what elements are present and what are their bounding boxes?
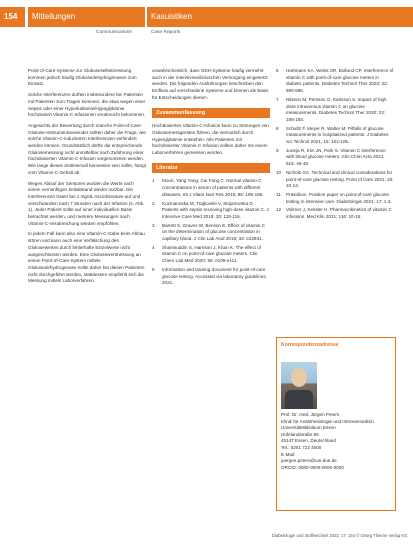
subsection-subtitle: Case Reports	[151, 30, 181, 35]
literature-heading: Literatur	[152, 163, 270, 174]
page-number: 154	[0, 7, 25, 27]
contact-info	[281, 412, 393, 471]
contact-line: ORCID: 0000-0000-0000-0000	[281, 464, 344, 470]
contact-line: 45147 Essen, Deutschland	[281, 438, 336, 444]
reference-item: 6 Hartmann KA, Weiss SR, Bolland CP. Interference of vitamin C with point-of-care glucose meters in diabetic patients. Diabetes Technol Ther 2020; 22: 590-595.	[276, 68, 394, 94]
author-photo-head	[291, 368, 307, 387]
summary-text: Hochdosiertes Vitamin-C-Infusion kann zu Störungen von Glukosemessgeräten führen, die vermutlich durch Hyperglykämie entstehen. Alle Patienten mit hochdosierter Vitamin-C-Infusion sollten daher mit einem Laborverfahren gemessen werden.	[152, 123, 269, 156]
correspondence-title: Korrespondenzadresse	[281, 342, 339, 348]
correspondence-box	[276, 337, 396, 511]
paragraph: Solche Interferenzen durften insbesondere bei Patienten mit Patienten zum Tragen kommen, die etwa wegen einer Sepsis oder einer Hyperkaliämie/Hypoglykämie hochdosiert Vitamin-C-Infusionen verabreicht bekommen.	[28, 92, 146, 118]
author-photo	[281, 362, 317, 409]
section-subtitle: Communications	[96, 30, 132, 35]
paragraph: Angesichts der Bewertung durch manche Point-of-Care-Glukose-Instrumentanwender sollten daher die Frage, wie solche Vitamin-C-induzierten Interferenzen verhindert werden können. Grundsätzlich dürfte die entsprechende Glukosemessung nicht unmittelbar nach Zuführung einer hochdosierten Vitamin-C-Infusion vorgenommen werden. Wie lange dieses Zeitintervall bemessen sein sollte, hängt vom Vitamin-C-Gehalt ab.	[28, 122, 146, 175]
paragraph: In jedem Fall kann also eine Vitamin-C-Gabe beim Abbau stören und kann auch eine Verfälschung des Glukosewertes durch fehlerhafte Einzelwerte nicht ausgeschlossen werden. Eine Glukosewertmessung an einem Point-of-Care-System mittels Glukosedehydrogenase sollte daher bei diesen Patienten nicht durchgeführt werden, stattdessen empfiehlt sich die Messung mittels Laborverfahren.	[28, 231, 145, 284]
reference-item: 2 Kuzmanoska M, Trajkovski V, Stojanovska D. Patients with sepsis receiving high-dose vitamin C. J Intensive Care Med 2018; 33: 115-116.	[152, 200, 269, 219]
contact-line: Klinik für Anästhesiologie und Intensivmedizin	[281, 418, 374, 424]
column-middle	[152, 68, 270, 289]
contact-line: Universitätsklinikum Essen	[281, 425, 336, 431]
reference-item: 12 Vollmer J, Kessler H. Pharmacokinetics of vitamin C infusions. Med Klin 2021; 116: 10-15.	[276, 207, 392, 220]
page-footer: Diabetologie und Stoffwechsel 2022; 17: 154 © Georg Thieme Verlag KG	[272, 533, 408, 538]
reference-list	[152, 178, 270, 287]
reference-item: 10 Nichols GA. Technical and clinical considerations for point-of-care glucose testing. Point of Care 2021; 20: 10-13.	[276, 169, 394, 189]
subsection-header: Kasuistiken	[147, 7, 413, 27]
contact-line: E-Mail:	[281, 451, 296, 457]
paragraph: Point-of-Care-Systeme zur Glukoseselbstmessung kommen jedoch häufig Glukosedehydrogenasen zum Einsatz.	[28, 68, 137, 87]
reference-item: 9 Juneja R, Kim JN, Park S. Vitamin C interference with blood glucose meters. Clin Chim Acta 2021; 515: 46-49.	[276, 147, 386, 167]
paragraph: unwahrscheinlich, dass GDH-Systeme häufig vermehrt auch in der intensivmedizinischen Versorgung eingesetzt werden. Die folgenden Ausführungen beschreiben den Einfluss auf verschiedene Systeme und können als Basis für Entscheidungen dienen.	[152, 68, 269, 100]
section-header: Mitteilungen	[28, 7, 145, 27]
author-photo-body	[285, 390, 313, 409]
summary-heading: Zusammenfassung	[152, 108, 270, 119]
paragraph: Wegen Ablauf der Sensoren wurden die Werte nach einem vernünftigen Zeitabstand wieder nutzbar. Die Interferenzen traten bei 1 mg/dL Ascorbinsäure auf und verschwanden nach 7 Stunden nach der Infusion (s. Abb. 1). Jeder Patient sollte auf einer individuellen Basis betrachtet werden, und mehrere Messungen nach Vitamin-C-Verabreichung werden empfohlen.	[28, 180, 145, 226]
reference-item: 3 Barrett S, Graves W, Benson E. Effect of vitamin C on the determination of glucose concentration in capillary blood. J Clin Lab Anal 2019; 33: e22931.	[152, 222, 266, 242]
reference-item: 4 Shamsuddin S, Harrison J, Khan K. The effect of vitamin C on point-of-care glucose meters. Clin Chem Lab Med 2020; 58: e109-e111.	[152, 244, 261, 264]
contact-email-link[interactable]: juergen.peters@uni-due.de	[281, 458, 337, 464]
contact-name: Prof. Dr. med. Jürgen Peters	[281, 412, 340, 417]
reference-item: 8 Schultz F, Meyer R, Walter M. Pitfalls of glucose measurements in hospitalized patients. J Diabetes Sci Technol 2021; 15: 102-105.	[276, 125, 389, 145]
column-left	[28, 68, 146, 289]
reference-list	[276, 68, 394, 221]
reference-item: 7 Nilsson M, Persson G, Karlsson S. Impact of high dose intravenous vitamin C on glucose measurements. Diabetes Technol Ther 2020; 22: 188-193.	[276, 96, 387, 122]
reference-item: 5 Information and training document for point-of-care glucose testing. Accessed via laboratory guidelines, 2021.	[152, 266, 267, 286]
reference-item: 11 Präsidium. Position paper on point-of-care glucose testing in intensive care. Diabetologie 2021; 17: 1-3.	[276, 191, 392, 204]
contact-line: Hufelandstraße 55	[281, 431, 319, 437]
reference-item: 1 Mouri, Yang Yang, Cai Fang C. Normal vitamin C concentrations in serum of patients with different diseases. Int J Vitam Nutr Res 2016; 86: 195-196.	[152, 178, 264, 197]
column-right	[276, 68, 394, 223]
contact-line: Tel.: 0201 723 4500	[281, 444, 322, 450]
